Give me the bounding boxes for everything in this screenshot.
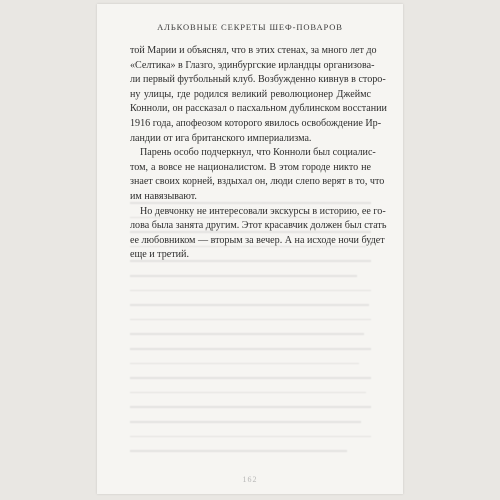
page-number: 162 <box>242 475 258 484</box>
text-line: 1916 года, апофеозом которого явилось освобождение Ир- <box>130 117 382 129</box>
text-line: Но девчонку не интересовали экскурсы в историю, ее го- <box>140 205 386 217</box>
text-line: лова была занята другим. Этот красавчик должен был стать <box>130 220 387 232</box>
text-line: ландии от ига британского империализма. <box>130 132 312 144</box>
text-line: знает своих корней, вздыхал он, люди слепо верят в то, что <box>130 176 385 188</box>
text-line: ли первый футбольный клуб. Возбужденно кивнув в сторо- <box>130 74 386 86</box>
show-through-texture <box>130 202 387 465</box>
text-line: им навязывают. <box>130 190 197 202</box>
text-line: еще и третий. <box>130 249 189 261</box>
running-head: АЛЬКОВНЫЕ СЕКРЕТЫ ШЕФ-ПОВАРОВ <box>157 22 343 32</box>
text-line: ее любовником — вторым за вечер. А на исходе ночи будет <box>130 234 385 246</box>
text-line: Парень особо подчеркнул, что Конноли был социалис- <box>140 147 376 159</box>
paragraph-2 <box>130 146 385 204</box>
text-line: Конноли, он рассказал о пасхальном дублинском восстании <box>130 103 387 115</box>
text-line: том, а вовсе не националистом. В этом городе никто не <box>130 161 371 173</box>
text-line: той Марии и объяснял, что в этих стенах, за много лет до <box>130 45 377 56</box>
paragraph-1 <box>130 44 387 146</box>
text-line: «Селтика» в Глазго, эдинбургские ирландцы организова- <box>130 59 375 71</box>
book-page <box>97 4 403 494</box>
text-line: ну улицы, где родился великий революционер Джеймс <box>130 88 371 100</box>
